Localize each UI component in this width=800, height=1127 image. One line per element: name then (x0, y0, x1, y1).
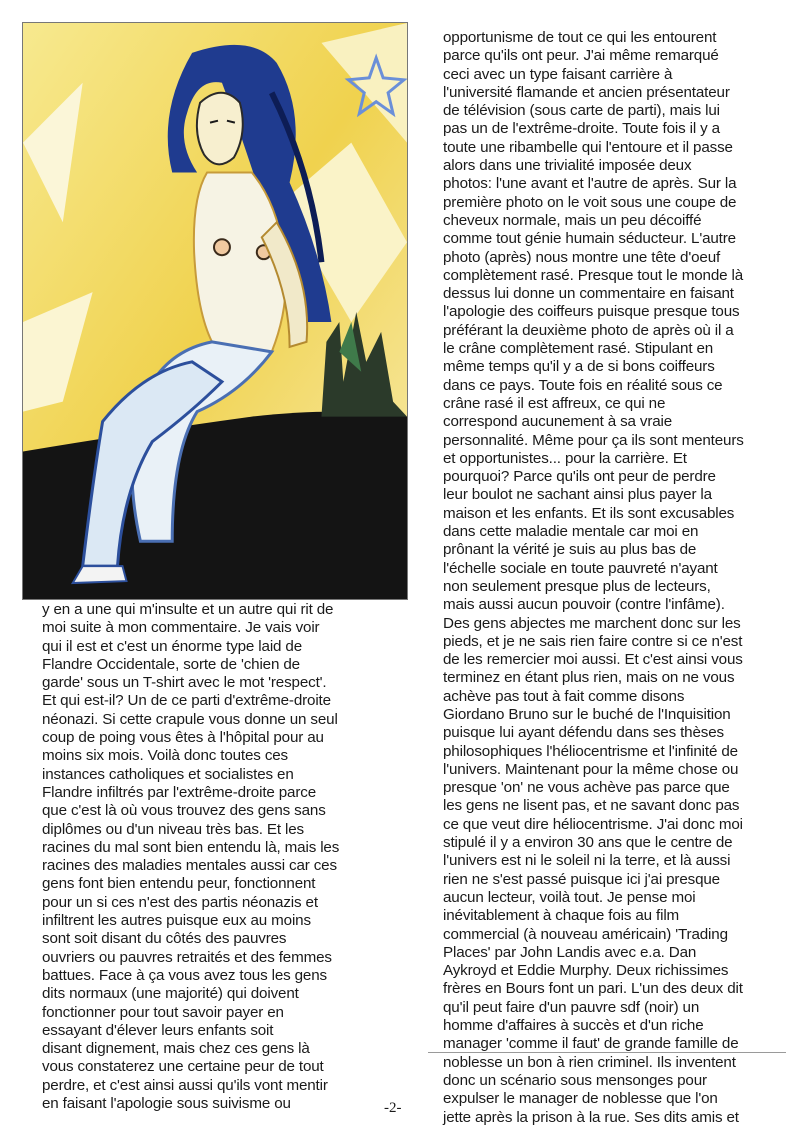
text-line: philosophiques l'héliocentrisme et l'infinité de (443, 742, 738, 760)
text-line: Et qui est-il? Un de ce parti d'extrême-droite (42, 692, 331, 710)
text-line: pourquoi? Parce qu'ils ont peur de perdre (443, 468, 716, 486)
text-line: achève pas tout à fait comme disons (443, 687, 685, 705)
text-line: diplômes ou d'un niveau très bas. Et les (42, 820, 304, 838)
text-line: moi suite à mon commentaire. Je vais voir (42, 619, 320, 637)
text-line: préférant la deuxième photo de après où il a (443, 321, 734, 339)
text-line: expulser le manager de noblesse que l'on (443, 1090, 718, 1108)
text-line: qui il est et c'est un énorme type laid de (42, 637, 303, 655)
text-line: Flandre infiltrés par l'extrême-droite parce (42, 783, 317, 801)
text-line: opportunisme de tout ce qui les entourent (443, 29, 717, 46)
text-line: le crâne complètement rasé. Stipulant en (443, 340, 714, 358)
divider-line (428, 1052, 786, 1053)
text-line: presque 'on' ne vous achève pas parce que (443, 779, 730, 797)
text-line: personnalité. Même pour ça ils sont menteurs (443, 431, 744, 449)
text-line: Giordano Bruno sur le buché de l'Inquisition (443, 705, 731, 723)
text-line: stipulé il y a environ 30 ans que le centre de (443, 834, 733, 852)
text-line: racines des maladies mentales aussi car ces (42, 857, 337, 875)
text-line: en faisant l'apologie sous suivisme ou (42, 1095, 291, 1113)
text-line: vous constaterez une certaine peur de tout (42, 1058, 324, 1076)
text-line: commercial (à nouveau américain) 'Trading (443, 925, 728, 943)
text-line: manager 'comme il faut' de grande famille de (443, 1035, 739, 1053)
text-line: sont soit disant du côtés des pauvres (42, 930, 287, 948)
text-line: pour un si ces n'est des partis néonazis et (42, 893, 318, 911)
text-line: terminez en étant plus rien, mais on ne vous (443, 669, 735, 687)
text-line: dessus lui donne un commentaire en faisant (443, 285, 734, 303)
text-line: inévitablement à chaque fois au film (443, 907, 680, 925)
text-line: photos: l'une avant et l'autre de après. Sur la (443, 175, 737, 193)
text-line: maison et les enfants. Et ils sont excusables (443, 504, 735, 522)
text-line: jette après la prison à la rue. Ses dits amis et (443, 1108, 739, 1126)
text-line: Des gens abjectes me marchent donc sur les (443, 614, 741, 632)
text-line: puisque lui ayant défendu dans ses thèses (443, 724, 724, 742)
text-line: mais aussi aucun pouvoir (contre l'infâme). (443, 596, 725, 614)
text-line: dans cette maladie mentale car moi en (443, 523, 699, 541)
text-line: Aykroyd et Eddie Murphy. Deux richissimes (443, 962, 729, 980)
text-line: parce qu'ils ont peur. J'ai même remarqué (443, 47, 719, 65)
text-line: disant dignement, mais chez ces gens là (42, 1040, 310, 1058)
text-line: comme tout génie humain séducteur. L'autre (443, 230, 736, 248)
text-line: infiltrent les autres puisque eux au moins (42, 912, 311, 930)
text-line: l'apologie des coiffeurs puisque presque tous (443, 303, 740, 321)
seated-nude-woman-painting (23, 23, 407, 599)
text-line: aucun lecteur, voilà tout. Je pense moi (443, 888, 696, 906)
text-line: dans ce pays. Toute fois en réalité sous ce (443, 376, 723, 394)
text-line: pas un de l'extrême-droite. Toute fois il y a (443, 120, 720, 138)
text-line: perdre, et c'est ainsi aussi qu'ils vont mentir (42, 1076, 328, 1094)
text-line: qu'il peut faire d'un pauvre sdf (noir) un (443, 998, 700, 1016)
text-line: non seulement presque plus de lecteurs, (443, 577, 711, 595)
text-line: essayant d'élever leurs enfants soit (42, 1021, 274, 1039)
text-line: ceci avec un type faisant carrière à (443, 65, 673, 83)
text-line: instances catholiques et socialistes en (42, 765, 294, 783)
text-line: l'échelle sociale en toute pauvreté n'ayant (443, 559, 718, 577)
text-line: crâne rasé il est affreux, ce qui ne (443, 394, 666, 412)
text-line: Places' par John Landis avec e.a. Dan (443, 943, 697, 961)
text-line: cheveux normale, mais un peu décoiffé (443, 211, 702, 229)
text-line: leur boulot ne sachant ainsi plus payer la (443, 486, 712, 504)
text-line: néonazi. Si cette crapule vous donne un seul (42, 710, 338, 728)
text-line: moins six mois. Voilà donc toutes ces (42, 747, 288, 765)
text-line: coup de poing vous êtes à l'hôpital pour au (42, 729, 324, 747)
text-line: garde' sous un T-shirt avec le mot 'respect'. (42, 674, 327, 692)
text-line: l'univers est ni le soleil ni la terre, et là aussi (443, 852, 731, 870)
text-line: frères en Bours font un pari. L'un des deux dit (443, 980, 743, 998)
text-line: y en a une qui m'insulte et un autre qui rit de (42, 601, 334, 618)
painting-illustration (22, 22, 408, 600)
text-line: de télévision (sous carte de parti), mais lui (443, 102, 720, 120)
text-line: toute une ribambelle qui l'entoure et il passe (443, 138, 733, 156)
text-line: gens font bien entendu peur, fonctionnent (42, 875, 316, 893)
text-line: photo (après) nous montre une tête d'oeuf (443, 248, 721, 266)
left-text-column (42, 601, 372, 1113)
text-line: Flandre Occidentale, sorte de 'chien de (42, 655, 300, 673)
text-line: l'université flamande et ancien présentateur (443, 83, 730, 101)
text-line: ouvriers ou pauvres retraités et des femmes (42, 948, 332, 966)
text-line: complètement rasé. Presque tout le monde là (443, 266, 743, 284)
text-line: homme d'affaires à succès et d'un riche (443, 1017, 704, 1035)
text-line: que c'est là où vous trouvez des gens sans (42, 802, 326, 820)
right-text-column (443, 29, 773, 1127)
text-line: alors dans une trivialité imposée deux (443, 157, 692, 175)
text-line: rien ne s'est passé puisque ici j'ai presque (443, 870, 720, 888)
page-number: -2- (384, 1100, 402, 1116)
text-line: racines du mal sont bien entendu là, mais les (42, 838, 340, 856)
text-line: et opportunistes... pour la carrière. Et (443, 449, 687, 467)
text-line: de les remercier moi aussi. Et c'est ainsi vous (443, 651, 743, 669)
text-line: première photo on le voit sous une coupe de (443, 193, 737, 211)
text-line: battues. Face à ça vous avez tous les gens (42, 966, 327, 984)
text-line: correspond aucunement à sa vraie (443, 413, 673, 431)
text-line: l'univers. Maintenant pour la même chose ou (443, 760, 739, 778)
text-line: dits normaux (une majorité) qui doivent (42, 985, 299, 1003)
text-line: prônant la vérité je suis au plus bas de (443, 541, 697, 559)
text-line: donc un scénario sous mensonges pour (443, 1071, 707, 1089)
text-line: même temps qu'il y a de si bons coiffeurs (443, 358, 715, 376)
text-line: les gens ne lisent pas, et ne savant donc pas (443, 797, 740, 815)
text-line: ce que veut dire héliocentrisme. J'ai donc moi (443, 815, 743, 833)
text-line: pieds, et je ne sais rien faire contre si ce n'est (443, 632, 743, 650)
text-line: fonctionner pour tout savoir payer en (42, 1003, 284, 1021)
text-line: noblesse un bon à rien criminel. Ils inventent (443, 1053, 736, 1071)
